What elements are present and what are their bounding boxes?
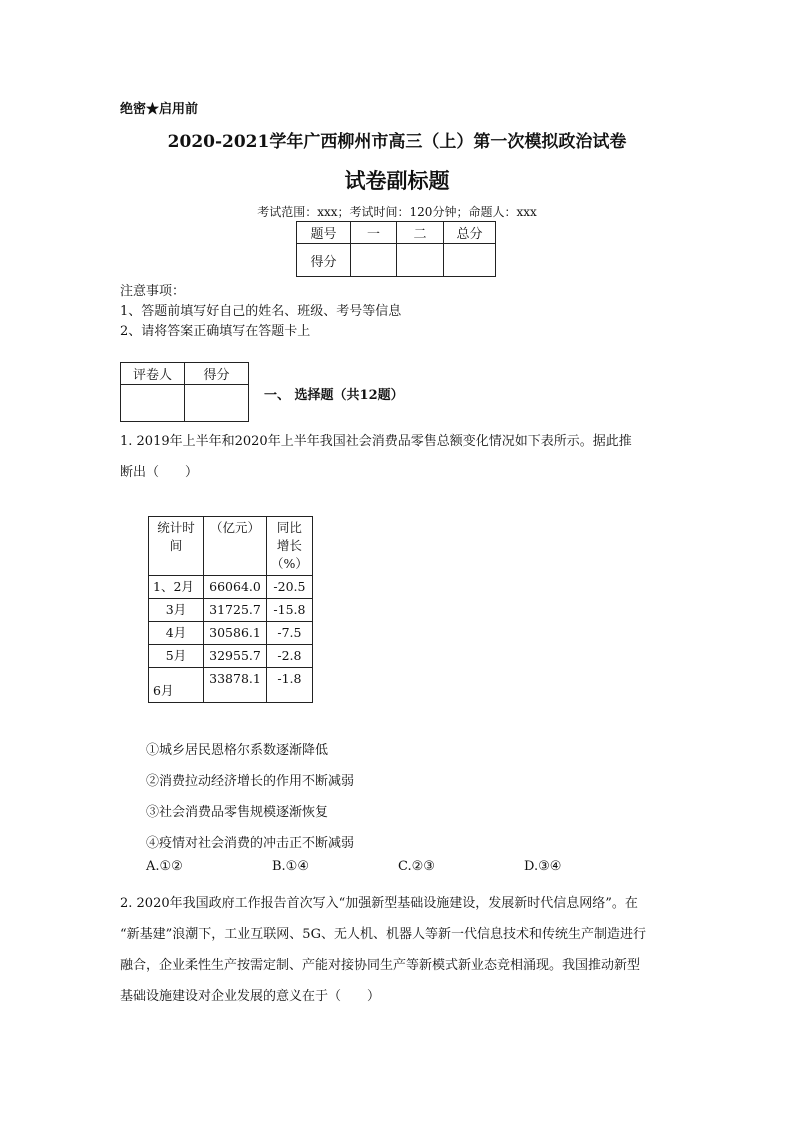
table-cell: 32955.7 [204, 645, 267, 668]
table-row [149, 645, 313, 668]
score-table-header: 二 [397, 222, 444, 244]
table-header: 统计时间 [149, 517, 204, 576]
grader-cell[interactable] [185, 385, 249, 422]
question-1-options [146, 735, 354, 859]
table-row [149, 599, 313, 622]
exam-title: 2020-2021学年广西柳州市高三（上）第一次模拟政治试卷 [167, 132, 627, 152]
notes [120, 282, 401, 342]
table-cell: 3月 [149, 599, 204, 622]
grader-table [120, 362, 249, 422]
option-item: ①城乡居民恩格尔系数逐渐降低 [146, 743, 329, 758]
exam-subtitle: 试卷副标题 [344, 168, 450, 193]
table-cell: 33878.1 [204, 668, 267, 703]
notes-title: 注意事项： [120, 284, 186, 299]
notes-item: 2、请将答案正确填写在答题卡上 [120, 324, 311, 339]
table-header: 同比增长（%） [267, 517, 313, 576]
choice-b[interactable]: B.①④ [272, 859, 309, 874]
score-cell[interactable] [397, 244, 444, 277]
choice-a[interactable]: A.①② [146, 859, 183, 874]
score-table-header: 总分 [444, 222, 496, 244]
grader-header: 得分 [185, 363, 249, 385]
table-cell: 4月 [149, 622, 204, 645]
question-1-stem [120, 426, 680, 488]
grader-header: 评卷人 [121, 363, 185, 385]
table-cell: -1.8 [267, 668, 313, 703]
question-2-line: 基础设施建设对企业发展的意义在于（ ） [120, 989, 381, 1004]
question-2-line: 融合，企业柔性生产按需定制、产能对接协同生产等新模式新业态竞相涌现。我国推动新型 [120, 958, 641, 973]
choice-d[interactable]: D.③④ [524, 859, 562, 874]
option-item: ③社会消费品零售规模逐渐恢复 [146, 805, 329, 820]
score-table [296, 221, 496, 277]
score-cell[interactable] [351, 244, 397, 277]
score-cell[interactable] [444, 244, 496, 277]
option-item: ④疫情对社会消费的冲击正不断减弱 [146, 836, 355, 851]
question-1-choices [146, 859, 666, 874]
secret-label: 绝密★启用前 [120, 102, 199, 117]
table-row [149, 668, 313, 703]
grader-cell[interactable] [121, 385, 185, 422]
question-2-stem [120, 888, 680, 1012]
table-cell: -20.5 [267, 576, 313, 599]
table-cell: 30586.1 [204, 622, 267, 645]
retail-sales-table [148, 516, 313, 703]
table-header: （亿元） [204, 517, 267, 576]
table-row [149, 622, 313, 645]
section-heading: 一、 选择题（共12题） [264, 388, 404, 403]
table-cell: 1、2月 [149, 576, 204, 599]
notes-item: 1、答题前填写好自己的姓名、班级、考号等信息 [120, 304, 402, 319]
table-row [149, 576, 313, 599]
option-item: ②消费拉动经济增长的作用不断减弱 [146, 774, 355, 789]
table-cell: 31725.7 [204, 599, 267, 622]
table-cell: 66064.0 [204, 576, 267, 599]
question-1-line: 断出（ ） [120, 465, 199, 480]
score-table-header: 一 [351, 222, 397, 244]
exam-info: 考试范围：xxx；考试时间：120分钟；命题人：xxx [257, 205, 537, 219]
choice-c[interactable]: C.②③ [398, 859, 435, 874]
table-cell: -15.8 [267, 599, 313, 622]
question-2-line: “新基建”浪潮下，工业互联网、5G、无人机、机器人等新一代信息技术和传统生产制造进行 [120, 927, 646, 942]
table-cell: -2.8 [267, 645, 313, 668]
score-row-label: 得分 [297, 244, 351, 277]
table-cell: 6月 [149, 668, 204, 703]
question-2-line: 2. 2020年我国政府工作报告首次写入“加强新型基础设施建设，发展新时代信息网络”。在 [120, 896, 638, 911]
table-cell: 5月 [149, 645, 204, 668]
question-1-line: 1. 2019年上半年和2020年上半年我国社会消费品零售总额变化情况如下表所示。据此推 [120, 434, 632, 449]
score-table-header: 题号 [297, 222, 351, 244]
table-cell: -7.5 [267, 622, 313, 645]
